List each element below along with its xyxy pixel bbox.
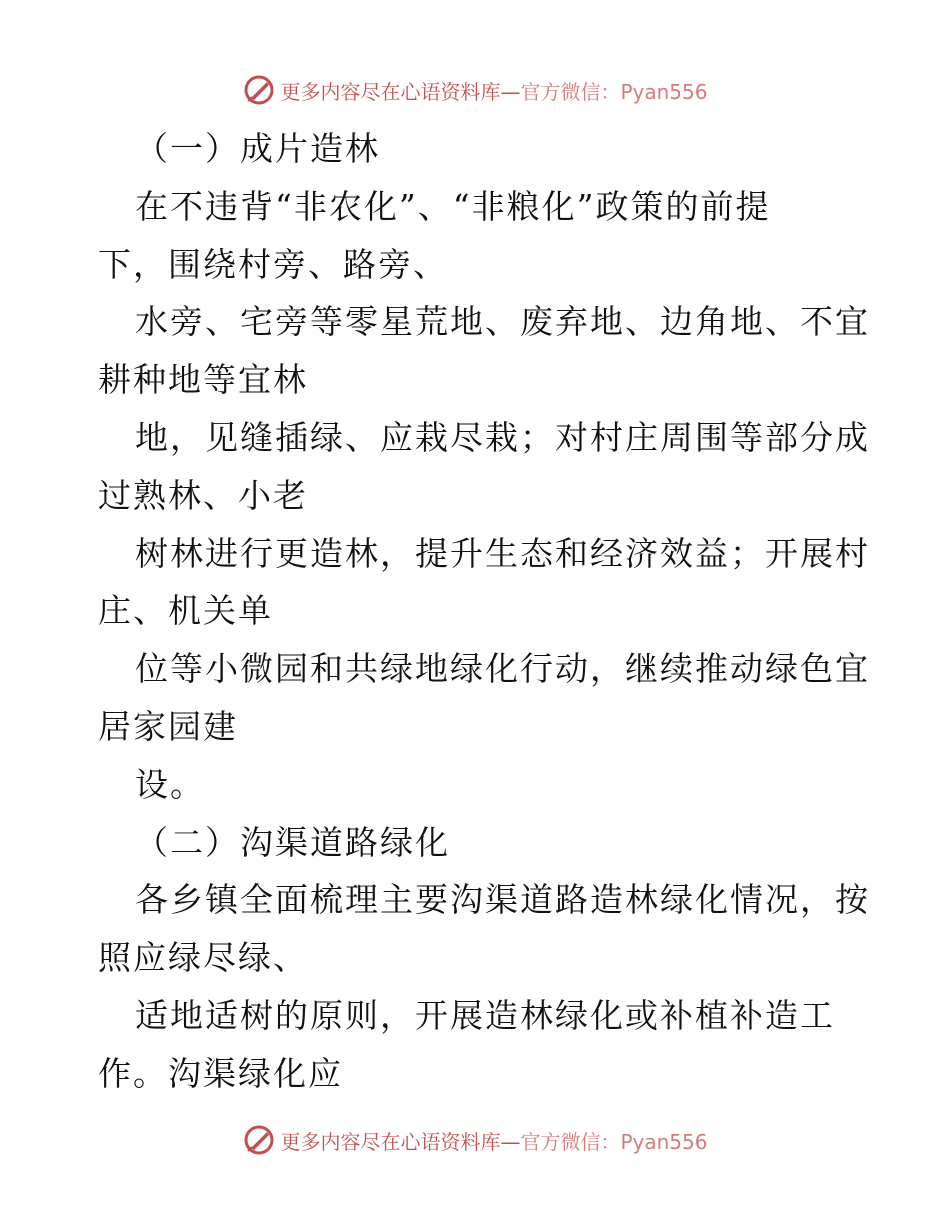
feather-pen-logo-icon (242, 73, 276, 107)
document-body (98, 120, 870, 1103)
watermark-brand: 更多内容尽在心语资料库 (280, 79, 501, 104)
paragraph-line: 过熟林、小老 (98, 475, 308, 515)
paragraph-line: 耕种地等宜林 (98, 360, 308, 400)
header-watermark (0, 70, 950, 110)
paragraph-line: 适地适树的原则，开展造林绿化或补植补造工 (135, 995, 835, 1035)
section-heading: （二）沟渠道路绿化 (135, 822, 450, 862)
watermark-wechat: 官方微信：Pyan556 (520, 79, 708, 104)
section-heading: （一）成片造林 (135, 129, 380, 168)
watermark-text (280, 1126, 707, 1155)
watermark-wechat: 官方微信：Pyan556 (520, 1129, 708, 1154)
watermark-separator: — (500, 1129, 521, 1154)
paragraph-line: 作。沟渠绿化应 (98, 1053, 343, 1093)
watermark-text (280, 76, 707, 105)
paragraph-line: 地，见缝插绿、应栽尽栽；对村庄周围等部分成 (135, 417, 870, 457)
footer-watermark (0, 1120, 950, 1160)
paragraph-line: 设。 (135, 764, 205, 804)
paragraph-line: 照应绿尽绿、 (98, 938, 308, 978)
feather-pen-logo-icon (242, 1123, 276, 1157)
paragraph-line: 树林进行更造林，提升生态和经济效益；开展村 (135, 533, 870, 573)
paragraph-line: 下，围绕村旁、路旁、 (98, 244, 448, 284)
paragraph-line: 居家园建 (98, 706, 238, 746)
watermark-separator: — (500, 79, 521, 104)
paragraph-line: 在不违背“非农化”、“非粮化”政策的前提 (135, 186, 771, 226)
paragraph-line: 位等小微园和共绿地绿化行动，继续推动绿色宜 (135, 649, 870, 689)
paragraph-line: 各乡镇全面梳理主要沟渠道路造林绿化情况，按 (135, 880, 870, 920)
paragraph-line: 水旁、宅旁等零星荒地、废弃地、边角地、不宜 (135, 302, 870, 342)
paragraph-line: 庄、机关单 (98, 591, 273, 631)
watermark-brand: 更多内容尽在心语资料库 (280, 1129, 501, 1154)
